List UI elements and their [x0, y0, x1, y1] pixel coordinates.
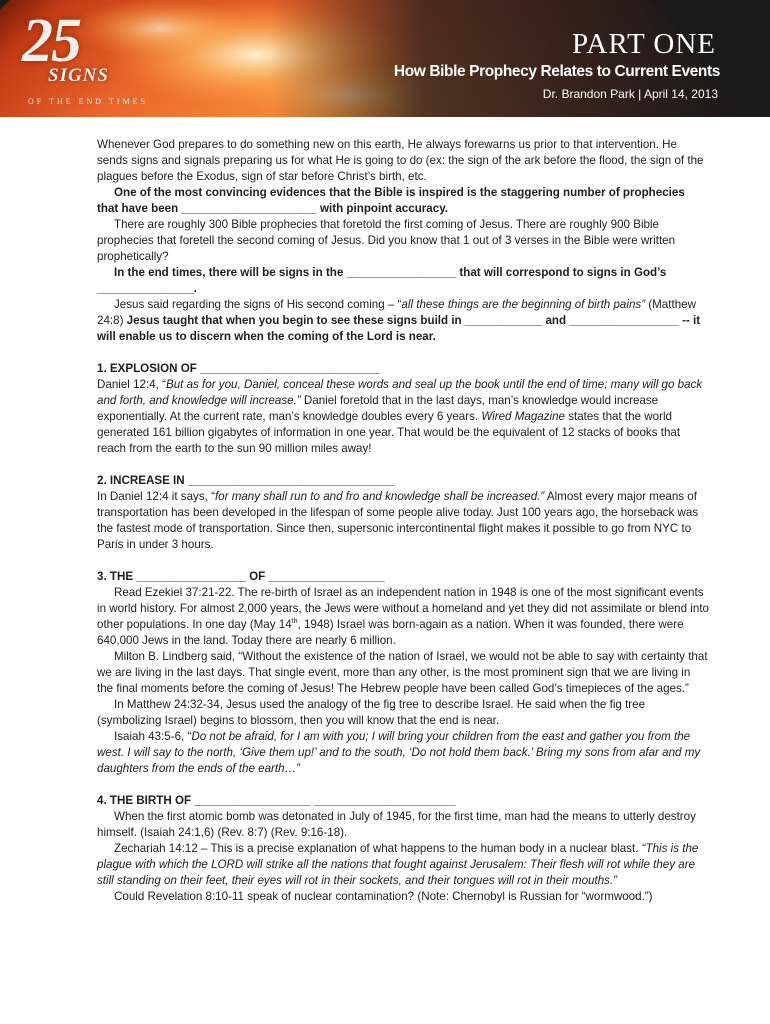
scripture-quote: But as for you, Daniel, conceal these words and seal up the book until the end of time; many will go back and forth, and knowledge will increase.”: [97, 378, 703, 407]
intro-paragraph: Whenever God prepares to do something new on this earth, He always forewarns us prior to that intervention. He sends signs and signals preparing us for what He is going to do (ex: the sign of the ark before the flood, the sign of the plagues before the Exodus, sign of star before Christ’s birth, etc.: [97, 138, 704, 183]
text-run: Read Ezekiel 37:21-22. The re-birth of Israel as an independent nation in 1948 is one of the most significant events in world history. For almost 2,000 years, the Jews were without a homeland and yet they did not assimilate or blend into other populations. In one day (May 14: [97, 586, 709, 631]
author-date-line: Dr. Brandon Park | April 14, 2013: [542, 87, 718, 101]
text-run: states that the world generated 161 billion gigabytes of information in one year. That would be the equivalent of 12 stacks of books that reach from the earth to the sun 90 million miles away!: [97, 410, 681, 455]
section-heading: 4. THE BIRTH OF __________________ ______________________: [97, 794, 456, 807]
intro-fill-in-1: One of the most convincing evidences that the Bible is inspired is the staggering number of prophecies that have been _____________________ with pinpoint accuracy.: [97, 186, 685, 215]
text-run: , 1948) Israel was born-again as a nation. When it was founded, there were 640,000 Jews in the land. Today there are nearly 6 million.: [97, 618, 684, 647]
header-banner: [0, 0, 770, 117]
scripture-quote: “This is the plague with which the LORD will strike all the nations that fought against Jerusalem: Their flesh will rot while they are still standing on their feet, their eyes will rot in their sockets, and their tongues will rot in their mouths.”: [97, 842, 699, 887]
text-run: Almost every major means of transportation has been developed in the lifespan of some people alive today. Just 100 years ago, the horseback was the fastest mode of transportation. Since then, supersonic intercontinental flight makes it possible to go from NYC to Paris in under 3 hours.: [97, 490, 699, 551]
text-run: Daniel 12:4, “: [97, 378, 166, 391]
section-paragraph: Could Revelation 8:10-11 speak of nuclear contamination? (Note: Chernobyl is Russian for “wormwood.”): [114, 890, 653, 903]
document-subtitle: How Bible Prophecy Relates to Current Events: [393, 63, 720, 80]
section-paragraph: [97, 585, 709, 649]
document-body: [97, 137, 709, 905]
section-paragraph: Milton B. Lindberg said, “Without the existence of the nation of Israel, we would not be able to say with certainty that we are living in the last days. That single event, more than any other, is the most prominent sign that we are living in the final moments before the coming of Jesus! The Hebrew people have been called God’s timepieces of the ages.”: [97, 650, 708, 695]
superscript: th: [291, 618, 298, 626]
logo-number: 25: [22, 7, 80, 75]
intro-paragraph: There are roughly 300 Bible prophecies that foretold the first coming of Jesus. There are roughly 900 Bible prophecies that foretell the second coming of Jesus. Did you know that 1 out of 3 verses in the Bible were written prophetically?: [97, 218, 676, 263]
text-run: In Daniel 12:4 it says, “: [97, 490, 215, 503]
section-paragraph: [97, 841, 709, 889]
scripture-quote: Do not be afraid, for I am with you; I will bring your children from the east and gather you from the west. I will say to the north, ‘Give them up!’ and to the south, ‘Do not hold them back.’ Bring my sons from afar and my daughters from the ends of the earth…”: [97, 730, 701, 775]
section-paragraph: [97, 377, 709, 457]
part-title: PART ONE: [571, 28, 716, 60]
scripture-quote: for many shall run to and fro and knowledge shall be increased.”: [214, 490, 545, 503]
text-run: Jesus said regarding the signs of His second coming – “: [114, 298, 402, 311]
section-paragraph: [97, 489, 709, 553]
logo-subtitle: OF THE END TIMES: [28, 97, 148, 106]
scripture-reference: (Matthew 24:8): [97, 298, 696, 327]
text-run: Daniel foretold that in the last days, man’s knowledge would increase exponentially. At the current rate, man’s knowledge doubles every 6 years.: [97, 394, 659, 423]
section-heading: 1. EXPLOSION OF ____________________________: [97, 362, 381, 375]
fill-in-statement: Jesus taught that when you begin to see these signs build in ____________ and _________________ -- it will enable us to discern when the coming of the Lord is near.: [97, 314, 701, 343]
text-run: Zechariah 14:12 – This is a precise explanation of what happens to the human body in a nuclear blast.: [114, 842, 642, 855]
section-paragraph: When the first atomic bomb was detonated in July of 1945, for the first time, man had the means to utterly destroy himself. (Isaiah 24:1,6) (Rev. 8:7) (Rev. 9:16-18).: [97, 810, 696, 839]
section-paragraph: In Matthew 24:32-34, Jesus used the analogy of the fig tree to describe Israel. He said when the fig tree (symbolizing Israel) begins to blossom, then you will know that the end is near.: [97, 698, 646, 727]
intro-paragraph: [97, 297, 709, 345]
intro-fill-in-2: In the end times, there will be signs in the _________________ that will correspond to signs in God’s _______________.: [97, 266, 667, 295]
logo-word: SIGNS: [48, 65, 109, 86]
scripture-quote: all these things are the beginning of birth pains”: [401, 298, 646, 311]
publication-name: Wired Magazine: [481, 410, 565, 423]
section-heading: 2. INCREASE IN ________________________________: [97, 474, 395, 487]
section-paragraph: [97, 729, 709, 777]
section-heading: 3. THE _________________ OF __________________: [97, 570, 385, 583]
text-run: Isaiah 43:5-6, “: [114, 730, 192, 743]
